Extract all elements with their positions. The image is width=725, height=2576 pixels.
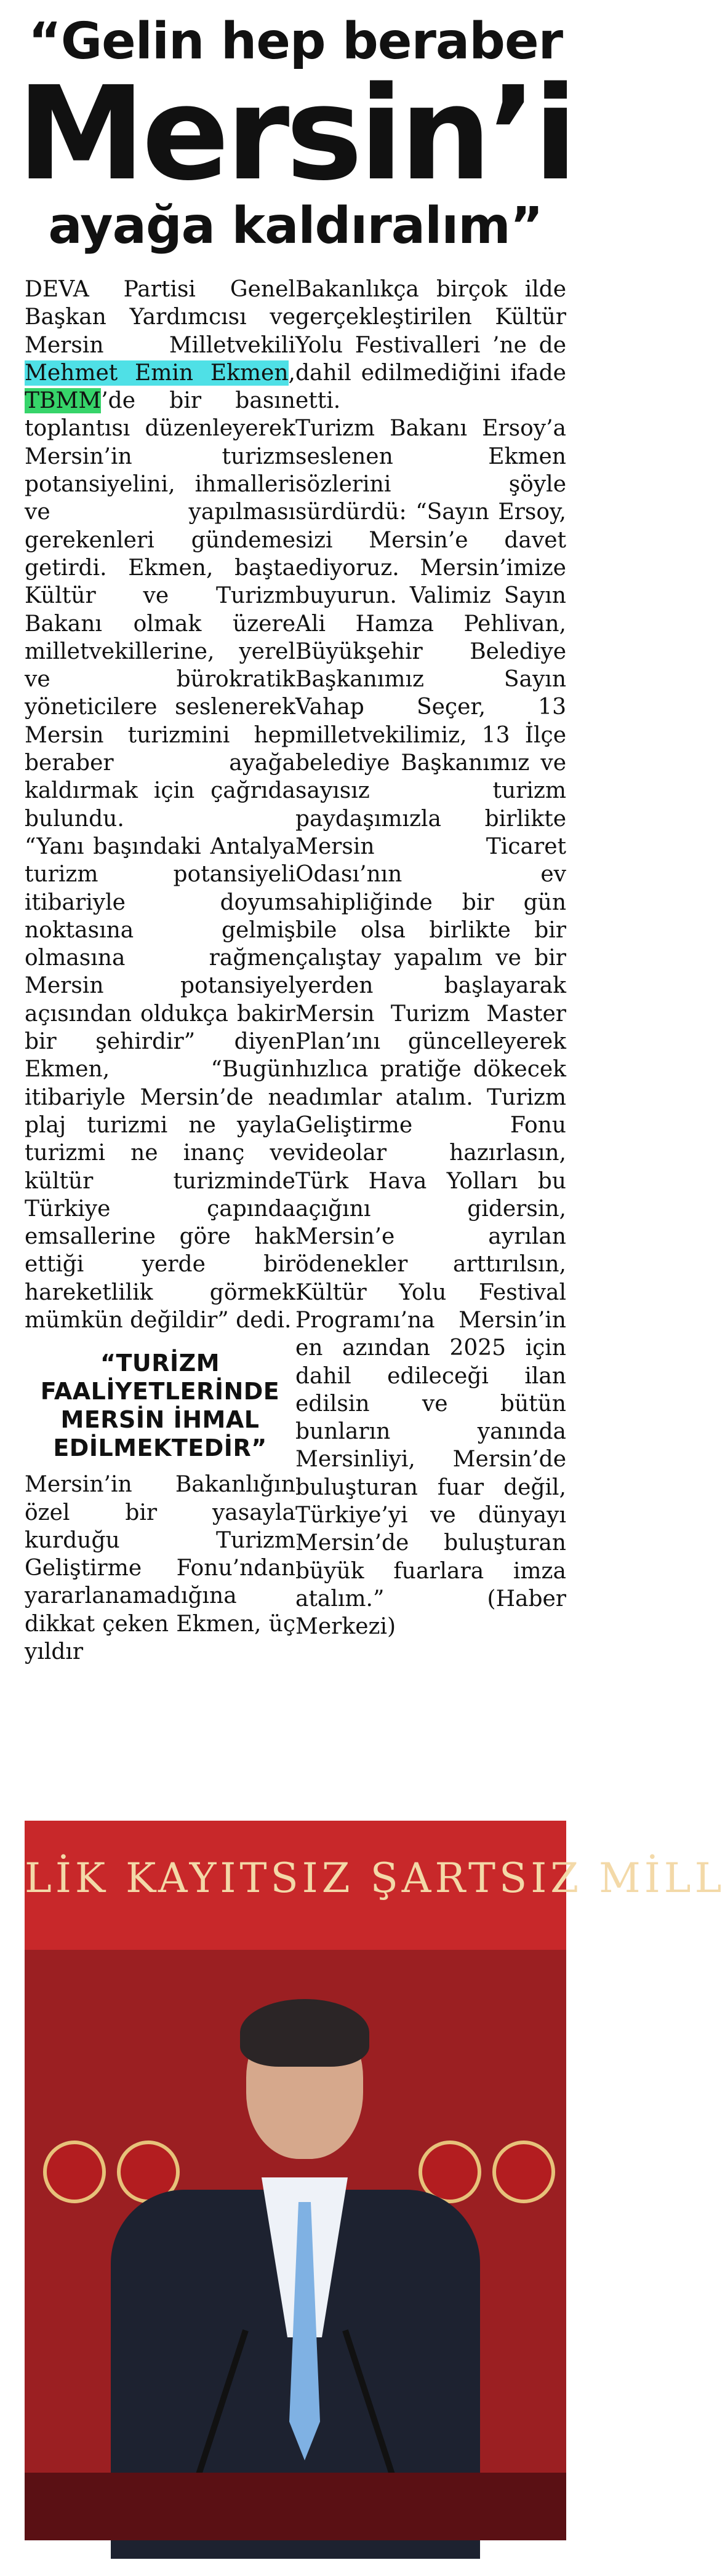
subheading: “TURİZM FAALİYETLERİNDE MERSİN İHMAL EDİLMEKTEDİR” [40,1350,280,1462]
emblem-icon [43,2141,106,2203]
paragraph-antalya-quote: “Yanı başındaki Antalya turizm potansiyeli itibariyle doyum noktasına gelmiş olmasına rağmen Mersin potansiyel açısından oldukça bakir bir şehirdir” diyen Ekmen, “Bugün itibariyle Mersin’de ne plaj turizmi ne yayla turizmi ne inanç ve kültür turizminde Türkiye çapında emsallerine göre hak ettiği yerde bir hareketlilik görmek mümkün değildir” dedi. [25,833,295,1333]
intro-rest: ’de bir basın toplantısı düzenleyerek Mersin’in turizm potansiyelini, ihmalleri ve yapılması gerekenleri gündeme getirdi. Ekmen, başta Kültür ve Turizm Bakanı olmak üzere milletvekillerine, yerel ve bürokratik yöneticilere seslenerek Mersin turizmini hep beraber ayağa kaldırmak için çağrıda bulundu. [25,388,295,832]
emblem-icon [492,2141,555,2203]
highlighted-tbmm: TBMM [25,388,102,414]
paragraph-ersoy-quote: Turizm Bakanı Ersoy’a seslenen Ekmen sözlerini şöyle sürdürdü: “Sayın Ersoy, sizi Mersin’e davet ediyoruz. Mersin’imize buyurun. Valimiz Sayın Ali Hamza Pehlivan, Büyükşehir Belediye Başkanımız Sayın Vahap Seçer, 13 milletvekilimiz, 13 İlçe belediye Başkanımız ve sayısız turizm paydaşımızla birlikte Mersin Ticaret Odası’nın ev sahipliğinde bir gün bile olsa birlikte bir çalıştay yapalım ve bir yerden başlayarak Mersin Turizm Master Plan’ını güncelleyerek hızlıca pratiğe dökecek adımlar atalım. Turizm Geliştirme Fonu videolar hazırlasın, Türk Hava Yolları bu açığını gidersin, Mersin’e ayrılan ödenekler arttırılsın, Kültür Yolu Festival Programı’na Mersin’in en azından 2025 için dahil edileceği ilan edilsin ve bütün bunların yanında Mersinliyi, Mersin’de buluşturan fuar değil, Türkiye’yi ve dünyayı Mersin’de buluşturan büyük fuarlara imza atalım.” (Haber Merkezi) [295,416,566,1640]
paragraph-fund: Mersin’in Bakanlığın özel bir yasayla kurduğu Turizm Geliştirme Fonu’ndan yararlanamadığına dikkat çeken Ekmen, üç yıldır [25,1472,295,1665]
right-column [295,276,566,1641]
article-photo [25,1821,725,2540]
intro-text: DEVA Partisi Genel Başkan Yardımcısı ve Mersin Milletvekili [25,277,295,358]
headline-line-1: “Gelin hep beraber [28,12,563,71]
speaker-hair [240,1999,369,2067]
left-column [25,276,295,1666]
banner-text: LİK KAYITSIZ ŞARTSIZ MİLL [25,1854,725,1902]
highlighted-name: Mehmet Emin Ekmen [25,360,289,386]
headline-line-3: ayağa kaldıralım” [48,197,543,255]
paragraph-festival: Bakanlıkça birçok ilde gerçekleştirilen Kültür Yolu Festivalleri ’ne de dahil edilmediğini ifade etti. [295,277,566,414]
paragraph-intro [25,276,295,833]
intro-comma: , [288,360,295,386]
lectern [25,2473,566,2540]
headline-line-2: Mersin’i [17,58,574,209]
